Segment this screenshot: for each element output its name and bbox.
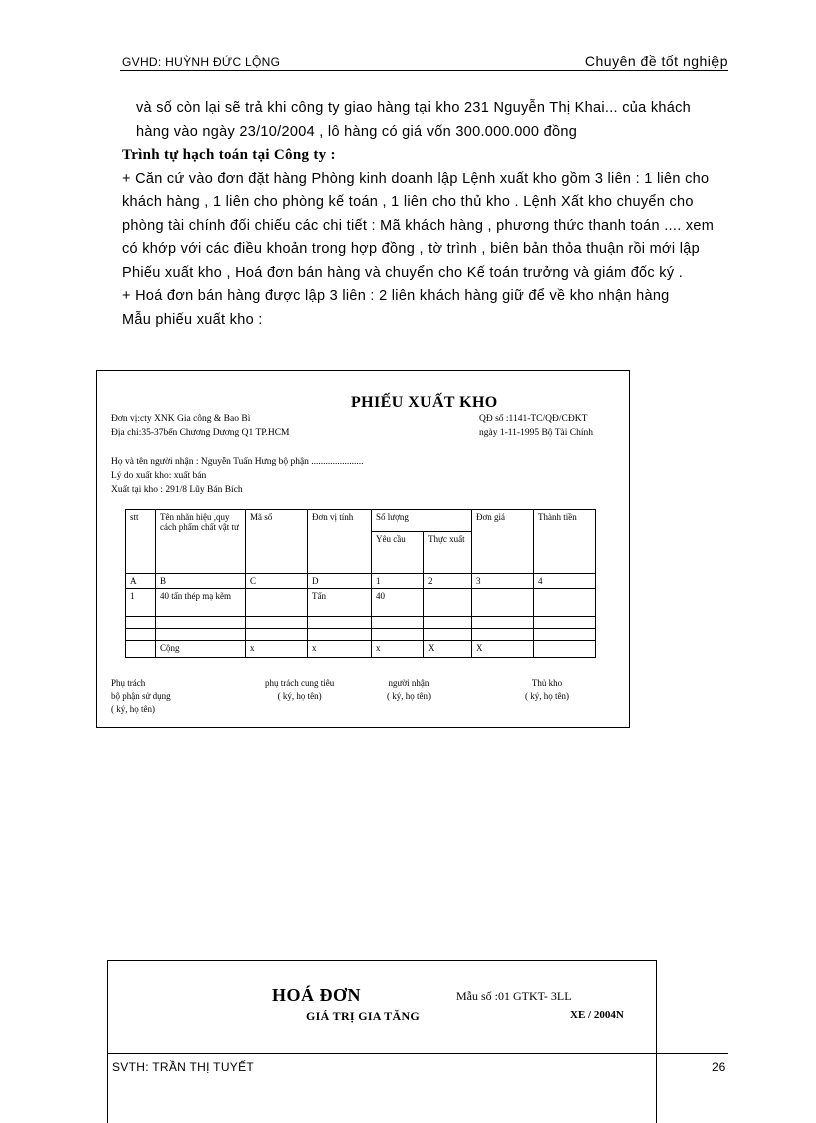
hoadon-title: HOÁ ĐƠN	[272, 985, 361, 1005]
table-row	[126, 589, 596, 617]
hoadon-form-number: Mẫu số :01 GTKT- 3LL	[456, 989, 572, 1003]
hoadon-subtitle: GIÁ TRỊ GIA TĂNG	[306, 1009, 421, 1023]
signature-user-dept	[111, 677, 171, 716]
footer-divider	[108, 1053, 728, 1054]
col-header-actual: Thực xuất	[424, 532, 472, 574]
table-cell: 1	[372, 574, 424, 589]
footer-student: SVTH: TRẦN THỊ TUYẾT	[112, 1060, 255, 1074]
phieu-receiver: Họ và tên người nhận : Nguyễn Tuấn Hưng bộ phận ......................	[111, 457, 364, 467]
sig-hint: ( ký, họ tên)	[111, 704, 155, 714]
table-cell: 40	[372, 589, 424, 617]
table-cell: 2	[424, 574, 472, 589]
table-cell	[472, 589, 534, 617]
table-cell: 1	[126, 589, 156, 617]
sig-label: người nhận	[388, 678, 430, 688]
col-header-code: Mã số	[246, 510, 308, 574]
body-text	[122, 97, 728, 332]
table-cell: Tấn	[308, 589, 372, 617]
sig-label: bộ phận sử dụng	[111, 691, 171, 701]
table-cell	[534, 641, 596, 658]
section-heading: Trình tự hạch toán tại Công ty :	[122, 147, 336, 163]
phieu-xuat-kho-form	[96, 370, 630, 728]
table-cell	[126, 641, 156, 658]
col-header-required: Yêu cầu	[372, 532, 424, 574]
table-cell: x	[372, 641, 424, 658]
table-cell	[246, 589, 308, 617]
col-header-unit: Đơn vị tính	[308, 510, 372, 574]
table-row-codes	[126, 574, 596, 589]
col-header-qty: Số lượng	[372, 510, 472, 532]
signature-storekeeper	[525, 677, 569, 703]
table-cell	[424, 589, 472, 617]
paragraph-3: + Hoá đơn bán hàng được lập 3 liên : 2 liên khách hàng giữ để về kho nhận hàng	[122, 288, 670, 304]
table-cell: D	[308, 574, 372, 589]
phieu-reason: Lý do xuất kho: xuất bán	[111, 471, 207, 481]
hoadon-series: XE / 2004N	[570, 1009, 624, 1021]
table-row-empty	[126, 629, 596, 641]
phieu-decision: QĐ số :1141-TC/QĐ/CĐKT	[479, 414, 588, 424]
sig-label: Phụ trách	[111, 678, 146, 688]
phieu-date: ngày 1-11-1995 Bộ Tài Chính	[479, 428, 593, 438]
phieu-address: Địa chỉ:35-37bến Chương Dương Q1 TP.HCM	[111, 428, 290, 438]
paragraph-1: và số còn lại sẽ trả khi công ty giao hàng tại kho 231 Nguyễn Thị Khai... của khách hàng vào ngày 23/10/2004 , lô hàng có giá vốn 300.000.000 đồng	[136, 100, 692, 140]
sig-label: phụ trách cung tiêu	[265, 678, 335, 688]
hoa-don-form	[107, 960, 657, 1123]
sig-hint: ( ký, họ tên)	[277, 691, 322, 701]
table-row-total	[126, 641, 596, 658]
table-cell: 40 tấn thép mạ kẽm	[156, 589, 246, 617]
phieu-title: PHIẾU XUẤT KHO	[351, 394, 498, 411]
table-cell: x	[308, 641, 372, 658]
table-cell: 3	[472, 574, 534, 589]
header-title: Chuyên đề tốt nghiệp	[584, 53, 728, 69]
table-cell: X	[424, 641, 472, 658]
col-header-name: Tên nhãn hiệu ,quy cách phẩm chất vật tư	[156, 510, 246, 574]
phieu-unit: Đơn vị:cty XNK Gia công & Bao Bì	[111, 414, 251, 424]
col-header-stt: stt	[126, 510, 156, 574]
page-number: 26	[712, 1060, 726, 1074]
table-cell: C	[246, 574, 308, 589]
paragraph-4: Mẫu phiếu xuất kho :	[122, 311, 263, 328]
table-cell: 4	[534, 574, 596, 589]
header-instructor: GVHD: HUỲNH ĐỨC LỘNG	[122, 55, 281, 69]
paragraph-2: + Căn cứ vào đơn đặt hàng Phòng kinh doanh lập Lệnh xuất kho gồm 3 liên : 1 liên cho khách hàng , 1 liên cho phòng kế toán , 1 liên cho thủ kho . Lệnh Xất kho chuyển cho phòng tài chính đối chiếu các chi tiết : Mã khách hàng , phương thức thanh toán .... xem có khớp với các điều khoản trong hợp đồng , tờ trình , biên bản thỏa thuận rồi mới lập Phiếu xuất kho , Hoá đơn bán hàng và chuyển cho Kế toán trưởng và giám đốc ký .	[122, 170, 715, 281]
sig-label: Thủ kho	[531, 678, 563, 688]
phieu-stock: Xuất tại kho : 291/8 Lũy Bán Bích	[111, 485, 243, 495]
sig-hint: ( ký, họ tên)	[387, 691, 431, 701]
sig-hint: ( ký, họ tên)	[525, 691, 569, 701]
signature-supply	[265, 677, 334, 703]
table-cell: B	[156, 574, 246, 589]
col-header-price: Đơn giá	[472, 510, 534, 574]
table-cell: Cộng	[156, 641, 246, 658]
table-cell: X	[472, 641, 534, 658]
col-header-total: Thành tiền	[534, 510, 596, 574]
table-cell	[534, 589, 596, 617]
table-cell: A	[126, 574, 156, 589]
table-cell: x	[246, 641, 308, 658]
table-row-empty	[126, 617, 596, 629]
phieu-table	[125, 509, 596, 658]
header-divider	[120, 70, 728, 71]
signature-receiver	[387, 677, 431, 703]
